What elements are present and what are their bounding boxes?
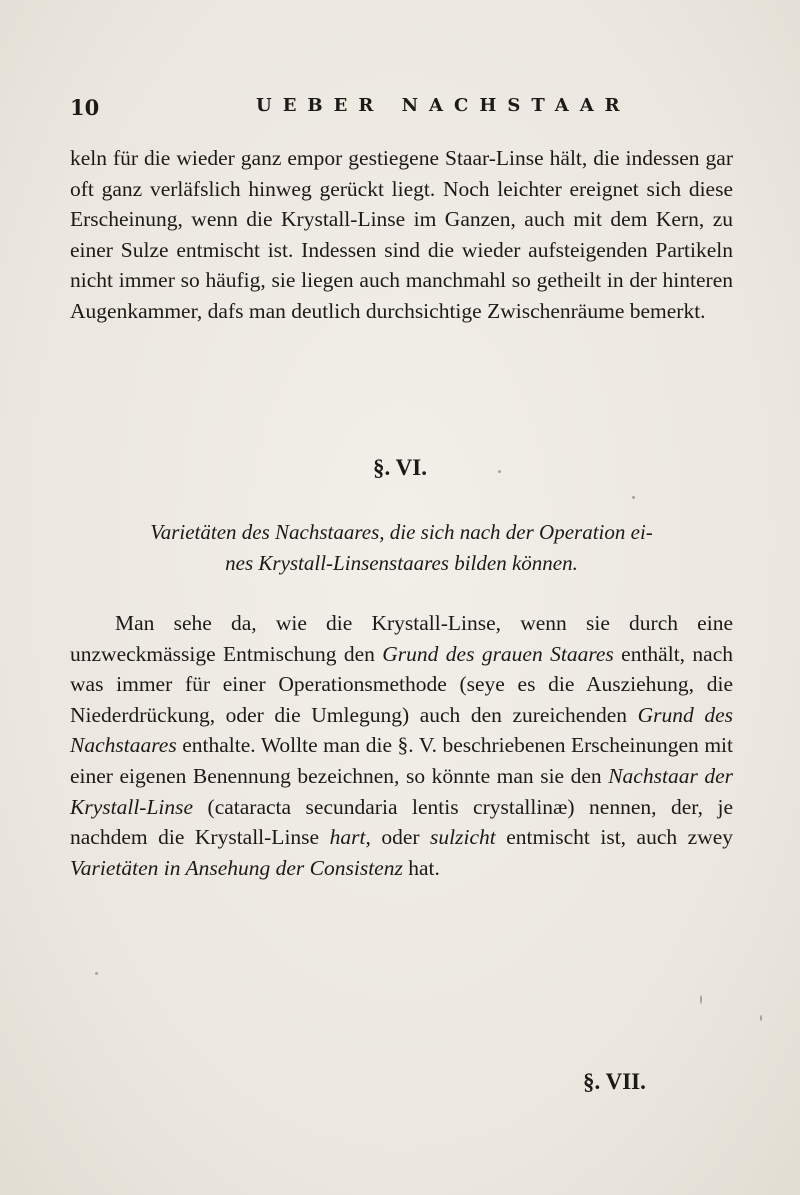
running-title: UEBER NACHSTAAR xyxy=(256,95,631,116)
paper-speck xyxy=(760,1015,762,1021)
paragraph-2-text: (cataracta secundaria lentis crystallinæ) nennen, der, je nachdem die Krystall-Linse xyxy=(70,794,733,850)
section-number-vii: §. VII. xyxy=(583,1069,646,1094)
paragraph-2-text: enthält, nach was immer für einer Operationsmethode (seye es die Ausziehung, die Niederdrückung, oder die Umlegung) auch den zureichenden xyxy=(70,641,733,727)
paragraph-2-emphasis: Grund des grauen Staares xyxy=(382,641,614,666)
paragraph-2-emphasis: hart xyxy=(329,825,366,850)
paper-speck xyxy=(95,972,98,975)
paragraph-2-text: , oder xyxy=(365,825,431,850)
paper-speck xyxy=(700,995,702,1004)
paragraph-2-text: Man sehe da, wie die Krystall-Linse, wenn sie durch eine unzweckmässige Entmischung den xyxy=(70,611,733,666)
paragraph-2-text: hat. xyxy=(402,855,440,880)
paragraph-2-emphasis: Varietäten in Ansehung der Consistenz xyxy=(70,855,403,880)
paper-speck xyxy=(632,496,635,499)
running-head xyxy=(70,95,730,125)
paper-speck xyxy=(498,470,501,473)
paragraph-2 xyxy=(70,608,733,883)
paragraph-2-text: entmischt ist, auch zwey xyxy=(495,825,734,850)
section-number-vi: §. VI. xyxy=(373,455,427,480)
page-number: 10 xyxy=(70,95,100,120)
paragraph-1: keln für die wieder ganz empor gestiegene Staar-Linse hält, die indessen gar oft ganz verläfslich hinweg gerückt liegt. Noch leichter ereignet sich diese Erscheinung, wenn die Krystall-Linse im Ganzen, auch mit dem Kern, zu einer Sulze entmischt ist. Indessen sind die wieder aufsteigenden Partikeln nicht immer so häufig, sie liegen auch manchmahl so getheilt in der hinteren Augenkammer, dafs man deutlich durchsichtige Zwischenräume bemerkt. xyxy=(70,146,733,323)
section-heading-line-1: Varietäten des Nachstaares, die sich nach der Operation ei- xyxy=(150,520,653,544)
paragraph-2-emphasis: sulzicht xyxy=(430,825,496,850)
paragraph-2-emphasis: Nachstaar der Krystall-Linse xyxy=(70,763,734,819)
paragraph-2-text: enthalte. Wollte man die §. V. beschriebenen Erscheinungen mit einer eigenen Benennung bezeichnen, so könnte man sie den xyxy=(70,733,733,788)
section-heading xyxy=(70,517,733,579)
section-heading-line-2: nes Krystall-Linsenstaares bilden können. xyxy=(225,551,578,575)
paragraph-2-emphasis: Grund des Nachstaares xyxy=(70,702,733,758)
